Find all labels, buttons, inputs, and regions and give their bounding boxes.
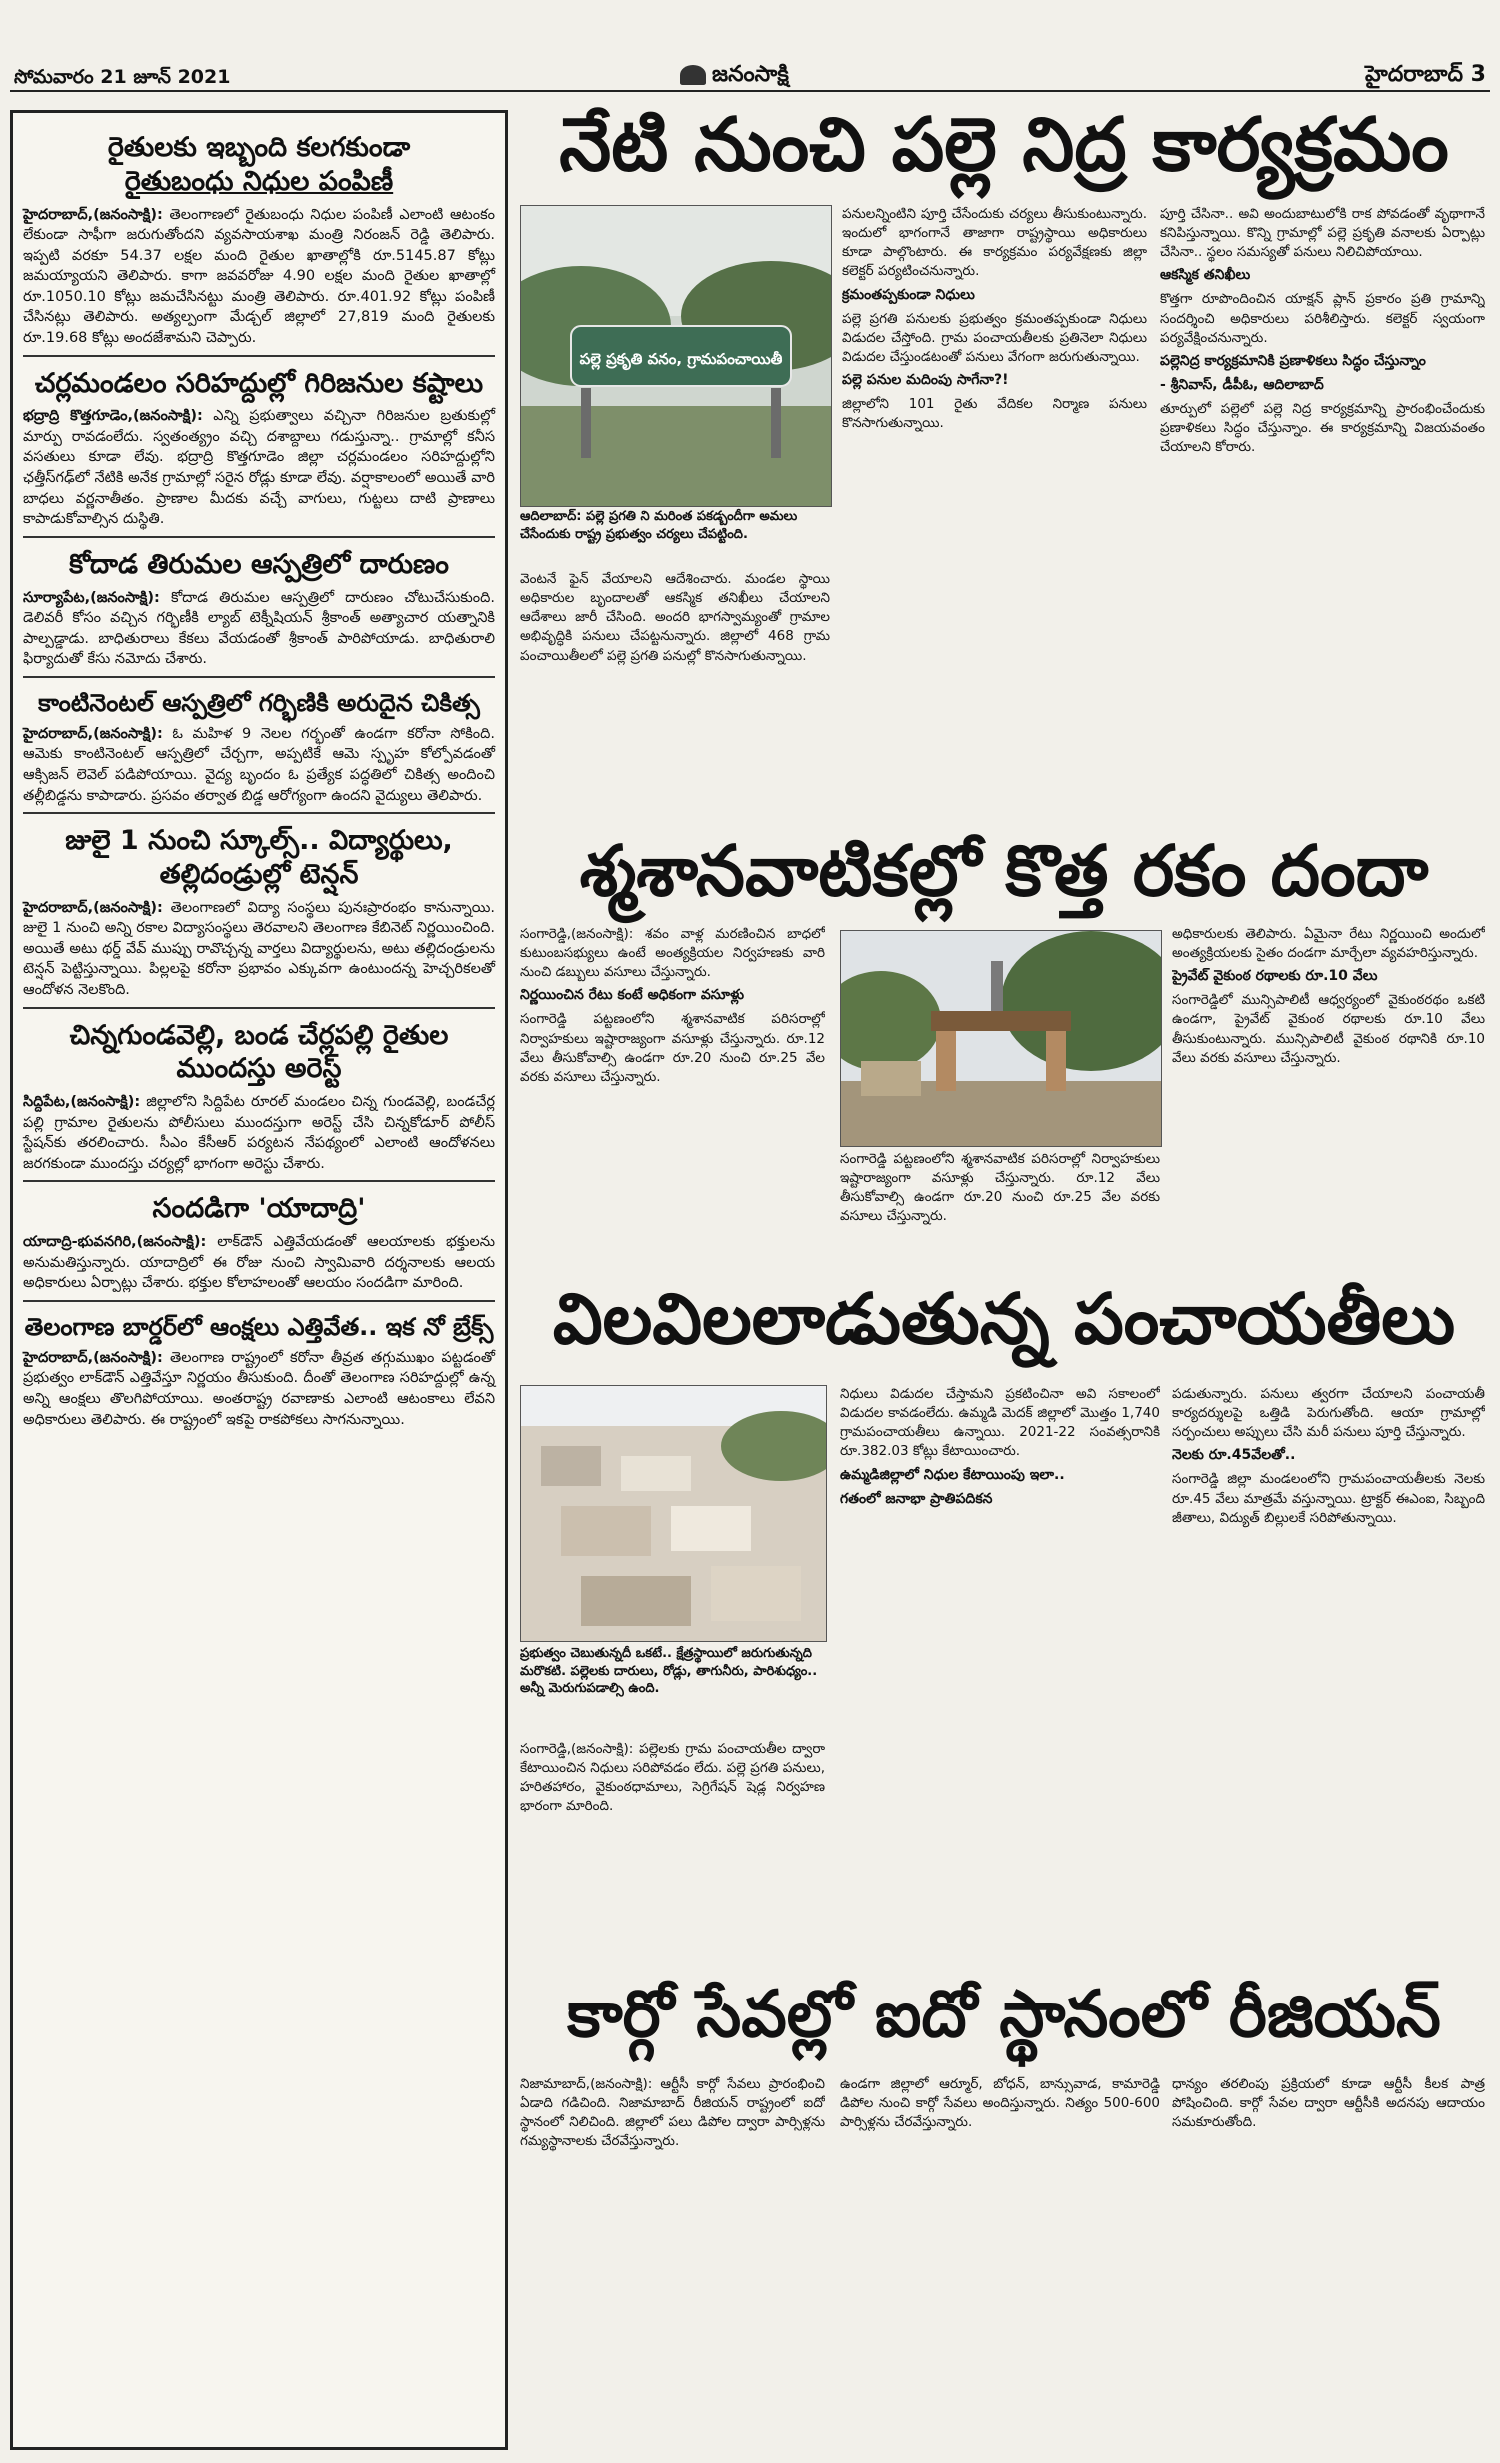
left-s6-headline: చిన్నగుండవెల్లి, బండ చేర్లపల్లి రైతుల ముందస్తు అరెస్ట్‌: [69, 1019, 449, 1085]
story2-subhead-rates: నిర్ణయించిన రేటు కంటే అధికంగా వసూళ్లు: [520, 987, 745, 1004]
left-s8-body: హైదరాబాద్‌,(జనంసాక్షి): తెలంగాణ రాష్ట్రంలో కరోనా తీవ్రత తగ్గుముఖం పట్టడంతో ప్రభుత్వం లాక్‌డౌన్‌ ఎత్తివేస్తూ నిర్ణయం తీసుకుంది. దీంతో తెలంగాణ సరిహద్దుల్లో ఉన్న అన్ని ఆంక్షలు తొలగిపోయాయి. అంతరాష్ట్ర రవాణాకు ఎలాంటి ఆటంకాలు లేవని అధికారులు తెలిపారు. ఈ రాష్ట్రంలో ఇకపై రాకపోకలు సాగనున్నాయి.: [23, 1349, 496, 1428]
story2-col1: సంగారెడ్డి,(జనంసాక్షి): శవం వాళ్ల మరణించిన బాధలో కుటుంబసభ్యులు ఉంటే అంత్యక్రియల నిర్వహణకు వారి నుంచి డబ్బులు వసూలు చేస్తున్నారు. నిర్ణయించిన రేటు కంటే అధికంగా వసూళ్లు సంగారెడ్డి పట్టణంలోని శ్మశానవాటిక పరిసరాల్లో నిర్వాహకులు ఇష్టారాజ్యంగా వసూళ్లు చేస్తున్నారు. రూ.12 వేలు తీసుకోవాల్సి ఉండగా రూ.20 నుంచి రూ.25 వేల వరకు వసూలు చేస్తున్నారు.: [520, 926, 825, 1085]
story1-subhead-review: పల్లె పనుల మదింపు సాగేనా?!: [842, 371, 1009, 388]
story1-caption: ఆదిలాబాద్‌: పల్లె ప్రగతి ని మరింత పకడ్బందీగా అమలు చేసేందుకు రాష్ట్ర ప్రభుత్వం చర్యలు చేపట్టింది.: [520, 509, 798, 542]
issue-date: సోమవారం 21 జూన్ 2021: [14, 66, 231, 88]
story4-col3: ధాన్యం తరలింపు ప్రక్రియలో కూడా ఆర్టీసీ కీలక పాత్ర పోషించింది. కార్గో సేవల ద్వారా ఆర్టీసీకి అదనపు ఆదాయం సమకూరుతోంది.: [1172, 2076, 1485, 2131]
left-s1-headline: రైతులకు ఇబ్బంది కలగకుండా రైతుబంధు నిధుల పంపిణీ: [107, 132, 411, 197]
left-s2-headline: చర్లమండలం సరిహద్దుల్లో గిరిజనుల కష్టాలు: [34, 367, 484, 399]
story3-subhead-allocation: ఉమ్మడిజిల్లాలో నిధుల కేటాయింపు ఇలా..: [840, 1466, 1065, 1483]
story4-col2: ఉండగా జిల్లాలో ఆర్మూర్‌, బోధన్‌, బాన్సువాడ, కామారెడ్డి డిపోల నుంచి కార్గో సేవలు అందిస్తున్నారు. నిత్యం 500-600 పార్సిళ్లను చేరవేస్తున్నారు.: [840, 2076, 1160, 2131]
divider: [23, 1180, 495, 1182]
divider: [23, 536, 495, 538]
left-s4-body: హైదరాబాద్‌,(జనంసాక్షి): ఓ మహిళ 9 నెలల గర్భంతో ఉండగా కరోనా సోకింది. ఆమెకు కాంటినెంటల్‌ ఆస్పత్రిలో చేర్చగా, అప్పటికే ఆమె స్పృహ కోల్పోవడంతో ఆక్సిజన్‌ లెవెల్‌ పడిపోయాయి. వైద్య బృందం ఓ ప్రత్యేక పద్ధతిలో చికిత్స అందించి తల్లీబిడ్డను కాపాడారు. ప్రసవం తర్వాత బిడ్డ ఆరోగ్యంగా ఉందని వైద్యులు తెలిపారు.: [23, 725, 495, 804]
divider: [23, 676, 495, 678]
story3-headline: విలవిలలాడుతున్న పంచాయతీలు: [552, 1278, 1456, 1360]
masthead-rule: [10, 90, 1490, 92]
city-page-number: హైదరాబాద్ 3: [1365, 62, 1486, 87]
left-s5-headline: జులై 1 నుంచి స్కూల్స్‌.. విద్యార్థులు, తల్లిదండ్రుల్లో టెన్షన్‌: [65, 825, 453, 890]
story3-photo: [520, 1385, 827, 1642]
left-s8-headline: తెలంగాణ బార్డర్‌లో ఆంక్షలు ఎత్తివేత.. ఇక నో బ్రేక్స్‌: [24, 1312, 494, 1341]
divider: [23, 355, 495, 357]
story3-caption: ప్రభుత్వం చెబుతున్నదీ ఒకటే.. క్షేత్రస్థాయిలో జరుగుతున్నది మరొకటి. పల్లెలకు దారులు, రోడ్లు, తాగునీరు, పారిశుధ్యం.. అన్నీ మెరుగుపడాల్సి ఉంది.: [520, 1646, 818, 1697]
story1-headline: నేటి నుంచి పల్లె నిద్ర కార్యక్రమం: [559, 102, 1449, 188]
story1-subhead-plan: పల్లెనిద్ర కార్యక్రమానికి ప్రణాళికలు సిద్ధం చేస్తున్నాం: [1160, 352, 1426, 369]
story1-subhead-funds: క్రమంతప్పకుండా నిధులు: [842, 286, 975, 303]
left-s7-headline: సందడిగా 'యాదాద్రి': [152, 1193, 366, 1225]
newspaper-logo: [680, 62, 789, 92]
divider: [23, 812, 495, 814]
story4-headline: కార్గో సేవల్లో ఐదో స్థానంలో రీజియన్‌: [567, 1978, 1441, 2052]
story1-photo: [520, 205, 832, 507]
story2-subhead-private: ప్రైవేట్‌ వైకుంఠ రథాలకు రూ.10 వేలు: [1172, 968, 1378, 985]
masthead: [0, 0, 1500, 88]
left-s1-body: హైదరాబాద్‌,(జనంసాక్షి): తెలంగాణలో రైతుబంధు నిధుల పంపిణీ ఎలాంటి ఆటంకం లేకుండా సాఫీగా జరుగుతోందని వ్యవసాయశాఖ మంత్రి నిరంజన్‌ రెడ్డి తెలిపారు. ఇప్పటి వరకూ 54.37 లక్షల మంది రైతుల ఖాతాల్లోకి రూ.5145.87 కోట్లు జమయ్యాయని తెలిపారు. కాగా జవవరోజు 4.90 లక్షల మంది రైతుల ఖాతాల్లో రూ.1050.10 కోట్లు జమచేసినట్టు మంత్రి తెలిపారు. రూ.401.92 కోట్లు పంపిణీ చేసినట్లు తెలిపారు. అత్యల్పంగా మేడ్చల్‌ జిల్లాలో 27,819 మంది రైతులకు రూ.19.68 కోట్లు అందజేశామని చెప్పారు.: [23, 206, 495, 346]
left-s7-body: యాదాద్రి-భువనగిరి,(జనంసాక్షి): లాక్‌డౌన్‌ ఎత్తివేయడంతో ఆలయాలకు భక్తులను అనుమతిస్తున్నారు. యాదాద్రిలో ఈ రోజు నుంచి స్వామివారి దర్శనాలకు ఆలయ అధికారులు ఏర్పాట్లు చేశారు. భక్తుల కోలాహలంతో ఆలయం సందడిగా మారింది.: [23, 1234, 495, 1292]
left-s5-body: హైదరాబాద్‌,(జనంసాక్షి): తెలంగాణలో విద్యా సంస్థలు పునఃప్రారంభం కానున్నాయి. జులై 1 నుంచి అన్ని రకాల విద్యాసంస్థలు తెరవాలని తెలంగాణ కేబినెట్‌ నిర్ణయించింది. అయితే అటు థర్డ్‌ వేవ్‌ ముప్పు రావొచ్చన్న వార్తలు విద్యార్థులను, అటు తల్లిదండ్రులను టెన్షన్‌ పెట్టిస్తున్నాయి. పిల్లలపై కరోనా ప్రభావం ఎక్కువగా ఉంటుందన్న హెచ్చరికలతో ఆందోళన నెలకొంది.: [23, 899, 495, 998]
left-s6-body: సిద్దిపేట,(జనంసాక్షి): జిల్లాలోని సిద్దిపేట రూరల్‌ మండలం చిన్న గుండవెల్లి, బండచేర్ల పల్లి గ్రామాల రైతులను పోలీసులు ముందస్తుగా అరెస్ట్‌ చేసి చిన్నకోడూర్‌ పోలీస్‌ స్టేషన్‌కు తరలించారు. సీఎం కేసీఆర్‌ పర్యటన నేపథ్యంలో ఎలాంటి ఆందోళనలు జరగకుండా ముందస్తు చర్యల్లో భాగంగా అరెస్టు చేశారు.: [23, 1094, 496, 1172]
left-s3-headline: కోదాడ తిరుమల ఆస్పత్రిలో దారుణం: [69, 548, 449, 580]
left-s2-body: భద్రాద్రి కొత్తగూడెం,(జనంసాక్షి): ఎన్ని ప్రభుత్వాలు వచ్చినా గిరిజనుల బ్రతుకుల్లో మార్పు రావడంలేదు. స్వతంత్య్రం వచ్చి దశాబ్దాలు గడుస్తున్నా.. గ్రామాల్లో కనీస వసతులు కూడా లేవు. భద్రాద్రి కొత్తగూడెం జిల్లా చర్లమండలం సరిహద్దుల్లోని ఛత్తీస్‌గఢ్‌లో నేటికి అనేక గ్రామాల్లో సరైన రోడ్లు కూడా లేవు. వర్షాకాలంలో అయితే వారి బాధలు వర్ణనాతీతం. ప్రాణాల మీదకు వచ్చే వాగులు, గుట్టలు దాటి ప్రాణాలు కాపాడుకోవాల్సిన దుస్థితి.: [23, 408, 495, 528]
story1-subhead-inspection: ఆకస్మిక తనిఖీలు: [1160, 267, 1251, 284]
cemetery-gate-image: [841, 931, 1161, 1146]
story3-col1: సంగారెడ్డి,(జనంసాక్షి): పల్లెలకు గ్రామ పంచాయతీల ద్వారా కేటాయించిన నిధులు సరిపోవడం లేదు. పల్లె ప్రగతి పనులు, హరితహారం, వైకుంఠధామాలు, సెగ్రిగేషన్‌ షెడ్ల నిర్వహణ భారంగా మారింది.: [520, 1741, 825, 1815]
story1-col2: పనులన్నింటిని పూర్తి చేసేందుకు చర్యలు తీసుకుంటున్నారు. ఇందులో భాగంగానే తాజాగా రాష్ట్రస్థాయి అధికారులు కూడా పాల్గొంటారు. ఈ కార్యక్రమం పర్యవేక్షణకు జిల్లా కలెక్టర్‌ పర్యటించనున్నారు. క్రమంతప్పకుండా నిధులు పల్లె ప్రగతి పనులకు ప్రభుత్వం క్రమంతప్పకుండా నిధులు విడుదల చేస్తోంది. గ్రామ పంచాయతీలకు ప్రతినెలా నిధులు విడుదల చేస్తుండటంతో పనులు వేగంగా జరుగుతున్నాయి. పల్లె పనుల మదింపు సాగేనా?! జిల్లాలోని 101 రైతు వేదికల నిర్మాణ పనులు కొనసాగుతున్నాయి.: [842, 206, 1147, 431]
park-entrance-image: [521, 206, 831, 506]
story3-subhead-population: గతంలో జనాభా ప్రాతిపదికన: [840, 1490, 993, 1507]
story1-quote-by: - శ్రీనివాస్‌, డీపీఓ, ఆదిలాబాద్‌: [1160, 376, 1324, 393]
left-s3-body: సూర్యాపేట,(జనంసాక్షి): కోదాడ తిరుమల ఆస్పత్రిలో దారుణం చోటుచేసుకుంది. డెలివరీ కోసం వచ్చిన గర్భిణీకి ల్యాబ్‌ టెక్నీషియన్‌ శ్రీకాంత్‌ అత్యాచార యత్నానికి పాల్పడ్డాడు. బాధితురాలు కేకలు వేయడంతో శ్రీకాంత్‌ పారిపోయాడు. బాధితురాలి ఫిర్యాదుతో కేసు నమోదు చేశారు.: [23, 589, 496, 668]
divider: [23, 1300, 495, 1302]
story4-col1: నిజామాబాద్‌,(జనంసాక్షి): ఆర్టీసీ కార్గో సేవలు ప్రారంభించి ఏడాది గడిచింది. నిజామాబాద్‌ రీజియన్‌ రాష్ట్రంలో ఐదో స్థానంలో నిలిచింది. జిల్లాలో పలు డిపోల ద్వారా పార్సిళ్లను గమ్యస్థానాలకు చేరవేస్తున్నారు.: [520, 2076, 825, 2150]
left-news-column: [10, 110, 508, 2450]
story3-col3: పడుతున్నారు. పనులు త్వరగా చేయాలని పంచాయతీ కార్యదర్శులపై ఒత్తిడి పెరుగుతోంది. ఆయా గ్రామాల్లో సర్పంచులు అప్పులు చేసి మరీ పనులు పూర్తి చేస్తున్నారు. నెలకు రూ.45వేలతో.. సంగారెడ్డి జిల్లా మండలంలోని గ్రామపంచాయతీలకు నెలకు రూ.45 వేలు మాత్రమే వస్తున్నాయి. ట్రాక్టర్‌ ఈఎంఐ, సిబ్బంది జీతాలు, విద్యుత్‌ బిల్లులకే సరిపోతున్నాయి.: [1172, 1386, 1485, 1526]
story2-headline: శ్మశానవాటికల్లో కొత్త రకం దందా: [579, 830, 1429, 912]
divider: [23, 1007, 495, 1009]
story2-photo: [840, 930, 1162, 1147]
story3-subhead-monthly: నెలకు రూ.45వేలతో..: [1172, 1447, 1296, 1464]
village-aerial-image: [521, 1386, 826, 1641]
story1-col3: పూర్తి చేసినా.. అవి అందుబాటులోకి రాక పోవడంతో వృథాగానే కనిపిస్తున్నాయి. కొన్ని గ్రామాల్లో పల్లె ప్రకృతి వనాలకు ఏర్పాట్లు చేసినా.. స్థలం సమస్యతో పనులు నిలిచిపోయాయి. ఆకస్మిక తనిఖీలు కొత్తగా రూపొందించిన యాక్షన్‌ ప్లాన్‌ ప్రకారం ప్రతి గ్రామాన్ని సందర్శించి అధికారులు పరిశీలిస్తారు. కలెక్టర్‌ స్వయంగా పర్యవేక్షించనున్నారు. పల్లెనిద్ర కార్యక్రమానికి ప్రణాళికలు సిద్ధం చేస్తున్నాం - శ్రీనివాస్‌, డీపీఓ, ఆదిలాబాద్‌ తూర్పులో పల్లెలో పల్లె నిద్ర కార్యక్రమాన్ని ప్రారంభించేందుకు ప్రణాళికలు సిద్ధం చేస్తున్నాం. ఈ కార్యక్రమాన్ని విజయవంతం చేయాలని కోరారు.: [1160, 206, 1485, 455]
story1-col1: వెంటనే ఫైన్‌ వేయాలని ఆదేశించారు. మండల స్థాయి అధికారుల బృందాలతో ఆకస్మిక తనిఖీలు చేయాలని ఆదేశాలు జారీ చేసింది. అందరి భాగస్వామ్యంతో గ్రామాల అభివృద్ధికి పనులు చేపట్టనున్నారు. జిల్లాలో 468 గ్రామ పంచాయితీలలో పల్లె ప్రగతి పనుల్లో కొనసాగుతున్నాయి.: [520, 571, 830, 664]
photo-sign-text: పల్లె ప్రకృతి వనం, గ్రామపంచాయితీ: [579, 350, 783, 368]
left-s4-headline: కాంటినెంటల్‌ ఆస్పత్రిలో గర్భిణికి అరుదైన చికిత్స: [38, 688, 480, 717]
logo-icon: [680, 65, 706, 85]
story3-col2: నిధులు విడుదల చేస్తామని ప్రకటించినా అవి సకాలంలో విడుదల కావడంలేదు. ఉమ్మడి మెదక్‌ జిల్లాలో మొత్తం 1,740 గ్రామపంచాయతీలు ఉన్నాయి. 2021-22 సంవత్సరానికి రూ.382.03 కోట్లు కేటాయించారు. ఉమ్మడిజిల్లాలో నిధుల కేటాయింపు ఇలా.. గతంలో జనాభా ప్రాతిపదికన: [840, 1385, 1160, 1970]
story2-col3: అధికారులకు తెలిపారు. ఏమైనా రేటు నిర్ణయించి అందులో అంత్యక్రియలకు సైతం దండగా మార్చేలా వ్యవహరిస్తున్నారు. ప్రైవేట్‌ వైకుంఠ రథాలకు రూ.10 వేలు సంగారెడ్డిలో మున్సిపాలిటీ ఆధ్వర్యంలో వైకుంఠరథం ఒకటి ఉండగా, ప్రైవేట్‌ వైకుంఠ రథాలకు రూ.10 వేలు తీసుకుంటున్నారు. మున్సిపాలిటీ వైకుంఠ రథానికి రూ.10 వేలు వరకు వసూలు చేస్తున్నారు.: [1172, 926, 1485, 1066]
story2-col2: సంగారెడ్డి పట్టణంలోని శ్మశానవాటిక పరిసరాల్లో నిర్వాహకులు ఇష్టారాజ్యంగా వసూళ్లు చేస్తున్నారు. రూ.12 వేలు తీసుకోవాల్సి ఉండగా రూ.20 నుంచి రూ.25 వేల వరకు వసూలు చేస్తున్నారు.: [840, 1151, 1160, 1225]
logo-text: జనంసాక్షి: [712, 62, 789, 87]
